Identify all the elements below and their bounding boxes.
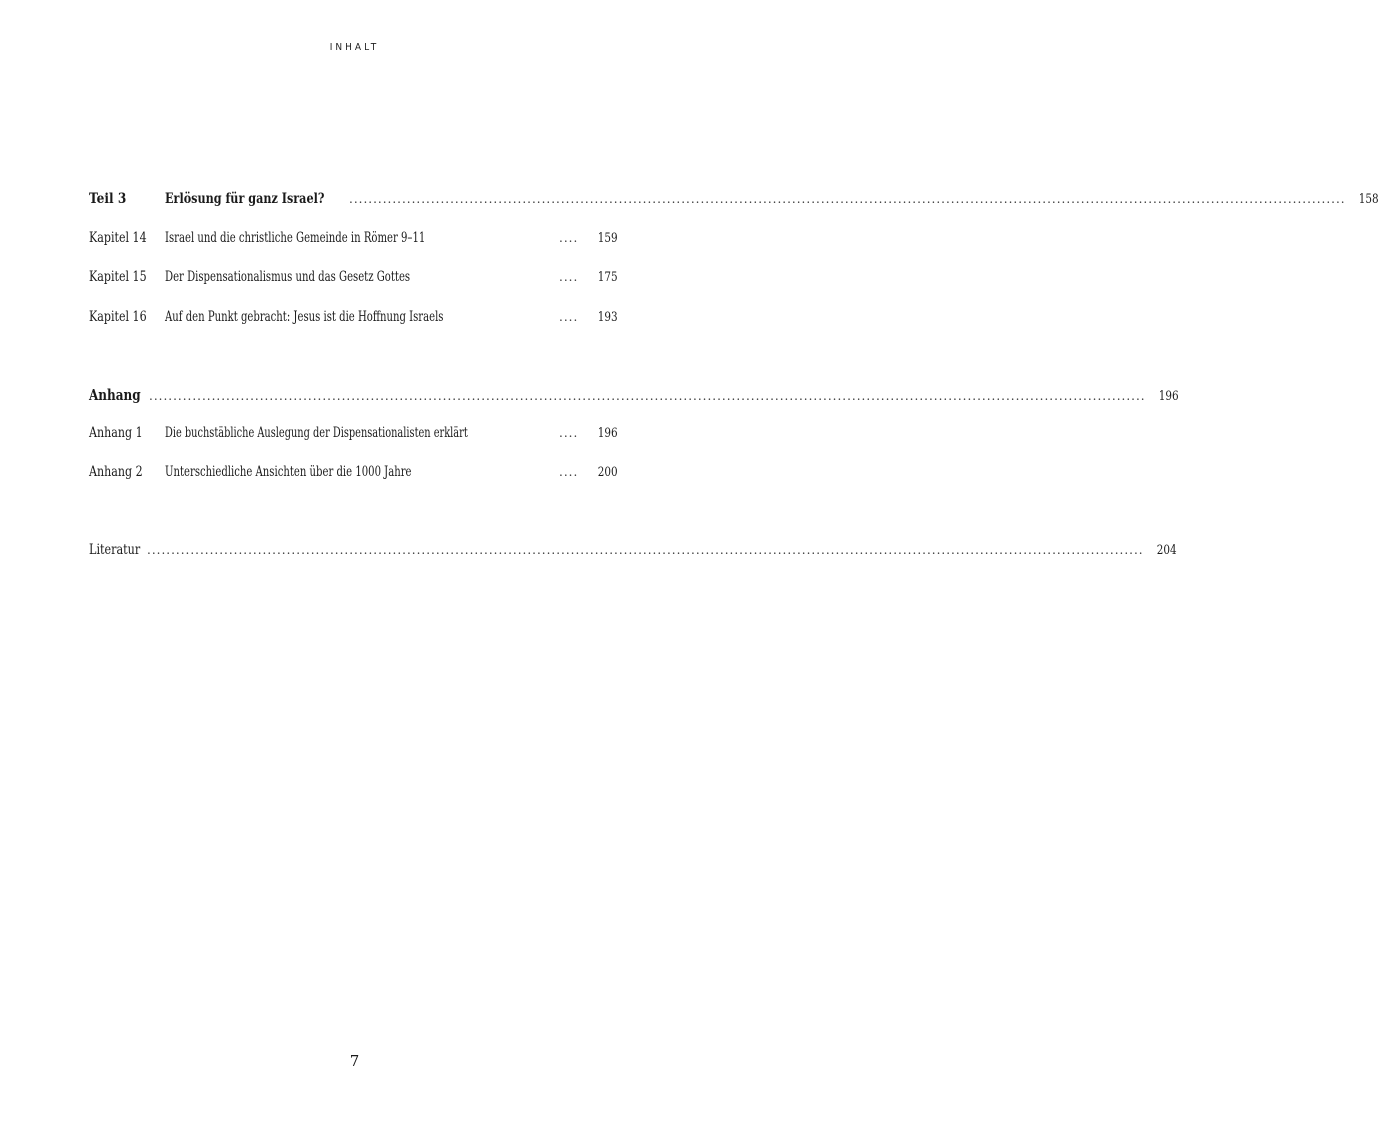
- running-head: INHALT: [329, 42, 380, 53]
- toc-appendix-2[interactable]: [89, 464, 617, 488]
- part-title: Erlösung für ganz Israel?: [165, 191, 325, 207]
- chapter-title: Israel und die christliche Gemeinde in Römer 9–11: [165, 230, 426, 246]
- dot-leader: ....: [559, 465, 579, 479]
- page-ref: 200: [597, 465, 618, 480]
- chapter-title: Auf den Punkt gebracht: Jesus ist die Hoffnung Israels: [165, 309, 444, 325]
- toc-chapter-14[interactable]: [89, 230, 617, 254]
- appendix-label-wrap: [89, 386, 143, 404]
- appendix-label: Anhang: [89, 386, 141, 404]
- toc-literature[interactable]: [89, 542, 1177, 566]
- toc-chapter-15[interactable]: [89, 269, 617, 293]
- appendix-item-title: Unterschiedliche Ansichten über die 1000 Jahre: [165, 464, 412, 480]
- dot-leader: ....: [559, 426, 579, 440]
- chapter-title-wrap: [165, 230, 465, 246]
- part-title-wrap: [165, 191, 343, 207]
- toc-chapter-16[interactable]: [89, 309, 617, 333]
- dot-leader: ...............................................................................................................................................................................................................: [149, 389, 1146, 403]
- toc-appendix-1[interactable]: [89, 425, 617, 449]
- chapter-title-wrap: [165, 309, 475, 325]
- toc-part-3[interactable]: [89, 191, 1378, 215]
- literature-label-wrap: [89, 542, 141, 558]
- dot-leader: ....: [559, 310, 579, 324]
- page-ref: 193: [597, 310, 618, 325]
- chapter-title-wrap: [165, 269, 435, 285]
- part-label: Teil 3: [89, 191, 127, 207]
- appendix-item-title-wrap: [165, 425, 510, 441]
- page-ref: 158: [1358, 192, 1378, 207]
- dot-leader: ...............................................................................................................................................................................................................: [147, 543, 1144, 557]
- chapter-title: Der Dispensationalismus und das Gesetz Gottes: [165, 269, 411, 285]
- appendix-item-title: Die buchstäbliche Auslegung der Dispensationalisten erklärt: [165, 425, 468, 441]
- page-ref: 159: [597, 231, 618, 246]
- page-ref: 175: [597, 270, 618, 285]
- toc-appendix[interactable]: [89, 386, 1179, 410]
- dot-leader: ....: [559, 231, 579, 245]
- chapter-label: Kapitel 14: [89, 230, 147, 246]
- page-ref: 196: [1158, 389, 1179, 404]
- chapter-label: Kapitel 15: [89, 269, 147, 285]
- page-number: 7: [349, 1052, 360, 1070]
- page-ref: 204: [1156, 543, 1177, 558]
- literature-label: Literatur: [89, 542, 141, 558]
- dot-leader: ...............................................................................................................................................................................................................: [349, 192, 1346, 206]
- appendix-item-label: Anhang 2: [89, 464, 143, 480]
- dot-leader: ....: [559, 270, 579, 284]
- appendix-item-title-wrap: [165, 464, 435, 480]
- chapter-label: Kapitel 16: [89, 309, 147, 325]
- page-ref: 196: [597, 426, 618, 441]
- appendix-item-label: Anhang 1: [89, 425, 143, 441]
